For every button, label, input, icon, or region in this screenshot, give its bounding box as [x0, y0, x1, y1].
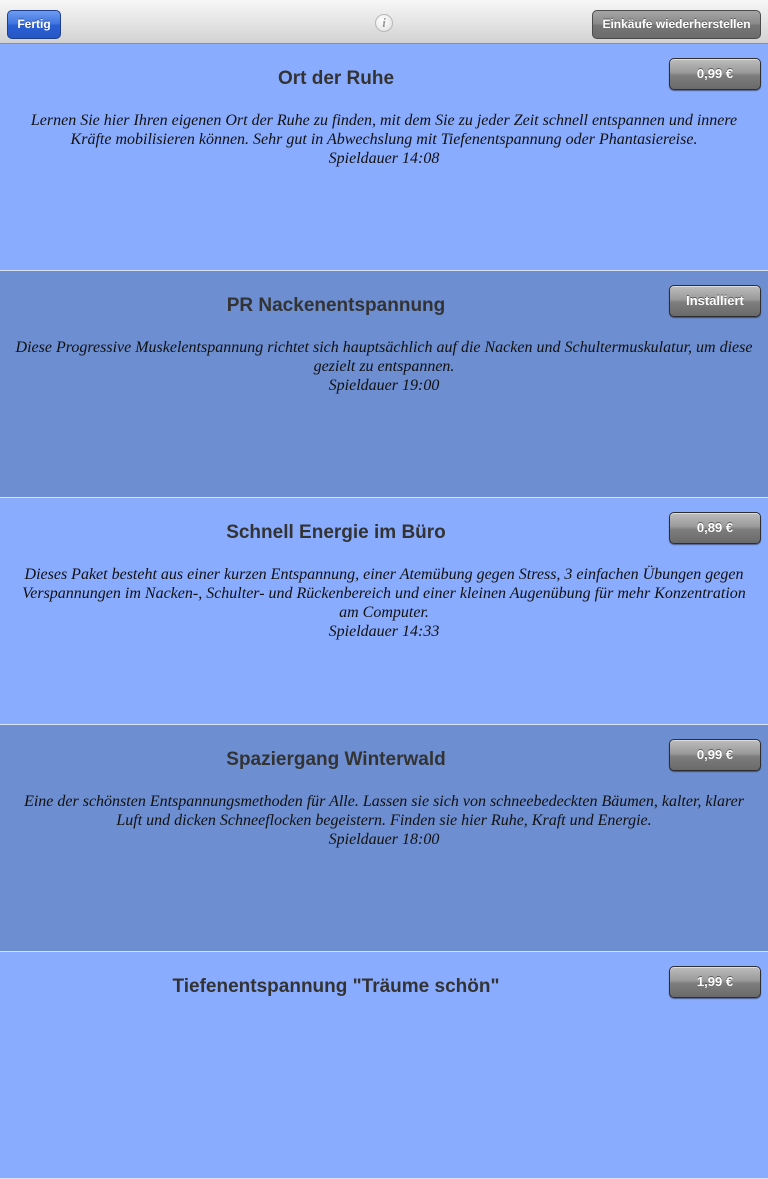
product-title: PR Nackenentspannung — [226, 295, 446, 316]
installed-button[interactable]: Installiert — [669, 285, 761, 317]
product-row-pr-nackenentspannung — [0, 271, 768, 498]
description-text: Eine der schönsten Entspannungsmethoden für Alle. Lassen sie sich von schneebedeckten Bäumen, kalter, klarer Luft und dicken Schneeflocken begeistern. Finden sie hier Ruhe, Kraft und Energie. — [24, 793, 744, 829]
buy-button[interactable]: 0,89 € — [669, 512, 761, 544]
product-description — [14, 111, 754, 168]
product-description — [14, 792, 754, 849]
description-text: Diese Progressive Muskelentspannung richtet sich hauptsächlich auf die Nacken und Schultermuskulatur, um diese gezielt zu entspannen. — [15, 339, 753, 375]
play-duration: Spieldauer 18:00 — [328, 831, 440, 848]
product-list — [0, 44, 768, 1179]
product-title: Spaziergang Winterwald — [226, 749, 446, 770]
play-duration: Spieldauer 14:08 — [328, 150, 440, 167]
buy-button[interactable]: 0,99 € — [669, 58, 761, 90]
buy-button[interactable]: 0,99 € — [669, 739, 761, 771]
description-text: Lernen Sie hier Ihren eigenen Ort der Ruhe zu finden, mit dem Sie zu jeder Zeit schnell entspannen und innere Kräfte mobilisieren können. Sehr gut in Abwechslung mit Tiefenentspannung oder Phantasiereise. — [30, 112, 738, 148]
restore-purchases-button[interactable]: Einkäufe wiederherstellen — [592, 10, 761, 39]
play-duration: Spieldauer 19:00 — [328, 377, 440, 394]
product-row-tiefenentspannung — [0, 952, 768, 1179]
product-row-ort-der-ruhe — [0, 44, 768, 271]
done-button[interactable]: Fertig — [7, 10, 61, 39]
product-description — [14, 338, 754, 395]
product-title: Schnell Energie im Büro — [226, 522, 446, 543]
description-text: Dieses Paket besteht aus einer kurzen Entspannung, einer Atemübung gegen Stress, 3 einfachen Übungen gegen Verspannungen im Nacken-, Schulter- und Rückenbereich und einer kleinen Augenübung für mehr Konzentration am Computer. — [22, 566, 746, 621]
play-duration: Spieldauer 14:33 — [328, 623, 440, 640]
product-row-spaziergang-winterwald — [0, 725, 768, 952]
top-toolbar — [0, 0, 768, 44]
product-row-schnell-energie — [0, 498, 768, 725]
product-title: Tiefenentspannung "Träume schön" — [172, 976, 500, 997]
product-description — [14, 565, 754, 641]
buy-button[interactable]: 1,99 € — [669, 966, 761, 998]
product-title: Ort der Ruhe — [277, 68, 395, 89]
info-icon[interactable]: i — [375, 14, 393, 32]
